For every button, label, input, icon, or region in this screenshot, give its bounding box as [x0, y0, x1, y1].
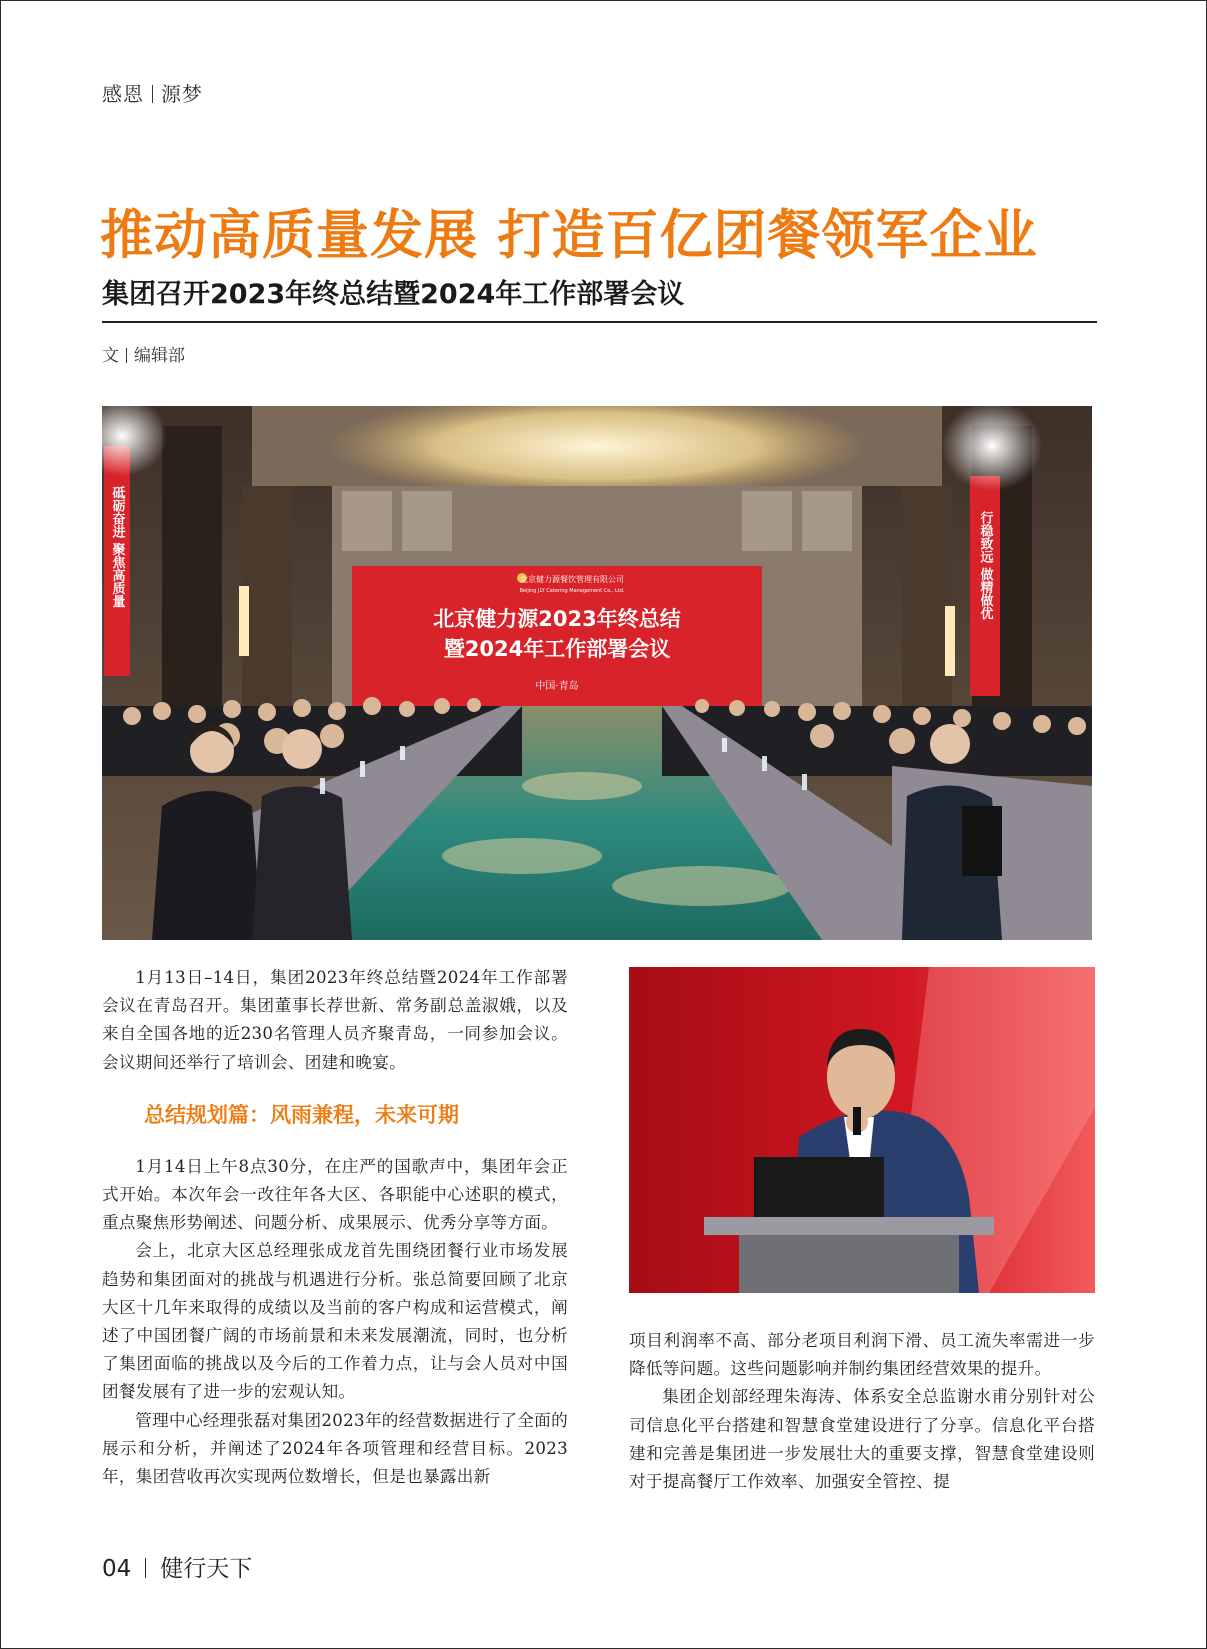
- article-title: 推动高质量发展 打造百亿团餐领军企业: [100, 204, 1038, 266]
- section-heading-summary: 总结规划篇：风雨兼程，未来可期: [144, 1102, 459, 1127]
- side-banner-right-text: 行稳致远 做精做优: [977, 511, 993, 620]
- section-label-right: 源梦: [161, 82, 203, 106]
- conference-hall-illustration: [102, 406, 1092, 940]
- paragraph-beijing-region: 会上，北京大区总经理张成龙首先围绕团餐行业市场发展趋势和集团面对的挑战与机遇进行分析。张总简要回顾了北京大区十几年来取得的成绩以及当前的客户构成和运营模式，阐述了中国团餐广阔的市场前景和未来发展潮流，同时，也分析了集团面临的挑战以及今后的工作着力点，让与会人员对中国团餐发展有了进一步的宏观认知。: [102, 1241, 568, 1402]
- paragraph-opening: 1月14日上午8点30分，在庄严的国歌声中，集团年会正式开始。本次年会一改往年各大区、各职能中心述职的模式，重点聚焦形势阐述、问题分析、成果展示、优秀分享等方面。: [102, 1156, 568, 1233]
- paragraph-it-platform: 集团企划部经理朱海涛、体系安全总监谢水甫分别针对公司信息化平台搭建和智慧食堂建设进行了分享。信息化平台搭建和完善是集团进一步发展壮大的重要支撑，智慧食堂建设则对于提高餐厅工作效率、加强安全管控、提: [629, 1387, 1095, 1492]
- section-separator: [152, 85, 153, 103]
- page-number: 04: [102, 1556, 132, 1582]
- byline-label: 文: [102, 346, 119, 366]
- backdrop-location: 中国·青岛: [535, 681, 579, 692]
- title-divider: [102, 321, 1097, 323]
- page-footer: [102, 1550, 252, 1583]
- section-label: [102, 78, 203, 107]
- paragraph-management-data: 管理中心经理张磊对集团2023年的经营数据进行了全面的展示和分析，并阐述了2024年各项管理和经营目标。2023年，集团营收再次实现两位数增长，但是也暴露出新: [102, 1410, 568, 1487]
- paragraph-issues: 项目利润率不高、部分老项目利润下滑、员工流失率需进一步降低等问题。这些问题影响并制约集团经营效果的提升。: [629, 1331, 1095, 1379]
- backdrop-logo-en: Beijing JLY Catering Management Co., Ltd.: [519, 588, 625, 594]
- article-column-left: [102, 964, 568, 1491]
- side-banner-left-text: 砥砺奋进 聚焦高质量: [109, 486, 125, 608]
- microphone: [853, 1107, 861, 1135]
- speaker-photo: [629, 967, 1095, 1293]
- section-label-left: 感恩: [102, 82, 144, 106]
- backdrop-title-line2: 暨2024年工作部署会议: [443, 637, 671, 661]
- footer-separator: [145, 1558, 146, 1578]
- speaker-illustration: [629, 967, 1095, 1293]
- article-column-right: [629, 1327, 1095, 1496]
- podium-top: [704, 1217, 994, 1235]
- backdrop-title-line1: 北京健力源2023年终总结: [433, 607, 681, 631]
- laptop: [754, 1157, 884, 1227]
- byline-separator: [126, 348, 127, 363]
- backdrop-logo-text: 北京健力源餐饮管理有限公司: [520, 575, 624, 584]
- publication-name: 健行天下: [160, 1556, 253, 1582]
- byline-author: 编辑部: [134, 346, 185, 366]
- article-subtitle: 集团召开2023年终总结暨2024年工作部署会议: [102, 279, 685, 310]
- paragraph-intro: 1月13日–14日，集团2023年终总结暨2024年工作部署会议在青岛召开。集团董事长荐世新、常务副总盖淑娥，以及来自全国各地的近230名管理人员齐聚青岛，一同参加会议。会议期间还举行了培训会、团建和晚宴。: [102, 968, 568, 1072]
- byline: [102, 341, 185, 366]
- conference-hall-photo: [102, 406, 1092, 940]
